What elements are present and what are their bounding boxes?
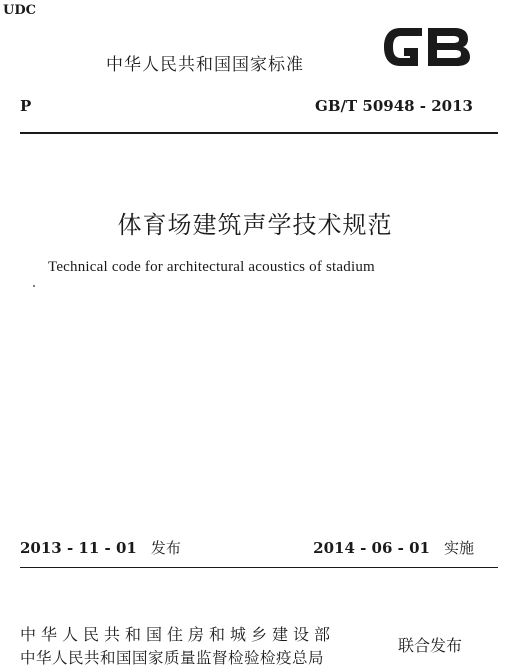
- joint-issue-label: 联合发布: [398, 636, 463, 655]
- speck-mark: [33, 285, 35, 287]
- issuer-ministry-housing: 中华人民共和国住房和城乡建设部: [20, 625, 336, 644]
- national-standard-heading: 中华人民共和国国家标准: [106, 55, 304, 75]
- title-chinese: 体育场建筑声学技术规范: [117, 211, 393, 239]
- title-english: Technical code for architectural acoustics of stadium: [48, 259, 375, 275]
- header-divider: [20, 132, 498, 134]
- publish-date: 2013 - 11 - 01: [20, 539, 137, 557]
- footer-divider: [20, 567, 498, 568]
- implement-date: 2014 - 06 - 01: [313, 539, 430, 557]
- udc-label: UDC: [3, 3, 36, 18]
- implement-label: 实施: [443, 539, 474, 557]
- issuer-quality-inspection: 中华人民共和国国家质量监督检验检疫总局: [20, 649, 325, 667]
- publish-date-line: [20, 537, 181, 558]
- standard-code: GB/T 50948 - 2013: [315, 97, 473, 115]
- gb-logo: [378, 20, 474, 74]
- publish-label: 发布: [150, 539, 181, 557]
- category-code: P: [20, 97, 32, 115]
- implement-date-line: [313, 537, 474, 558]
